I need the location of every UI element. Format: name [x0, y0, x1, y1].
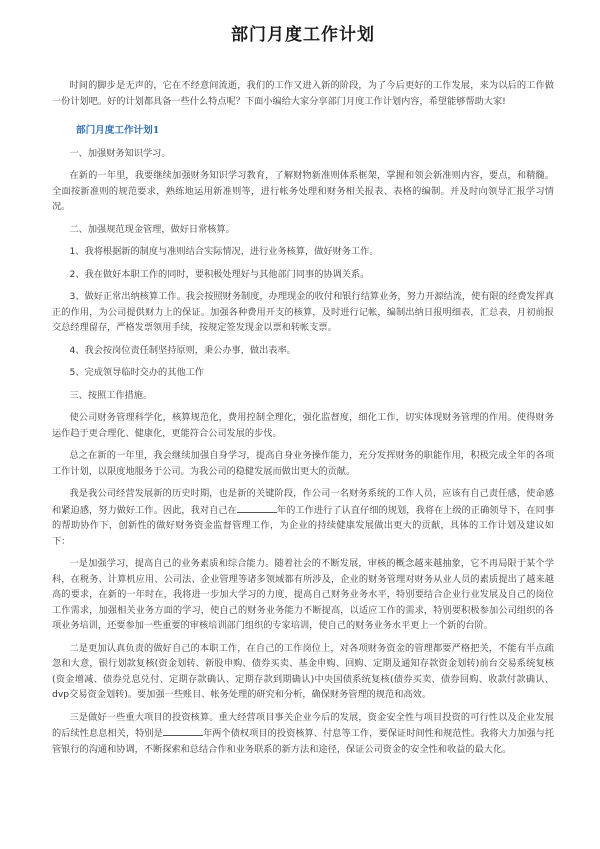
paragraph-measures: 使公司财务管理科学化，核算规范化，费用控制全理化，强化监督度，细化工作，切实体现财务管理的作用。使得财务运作趋于更合理化、健康化，更能符合公司发展的步伐。 — [52, 412, 554, 439]
year-blank-2 — [163, 725, 203, 736]
paragraph-plan-intro — [52, 486, 554, 549]
year-blank — [237, 502, 277, 513]
paragraph-point-two: 二是更加认真负责的做好自己的本职工作，在自己的工作岗位上，对各项财务资金的管理都要严格把关，不能有半点疏忽和大意，银行划款复核(资金划转、新股申购、债券买卖、基金申购、回购、定期及通知存款资金划转)前台交易系统复核(资金增减、债券兑息兑付、定期存款确认、定期存款到期确认)中央国债系统复核(债券买卖、债券回购、收款付款确认、dvp交易资金划转)。要加强一些账目、帐务处理的研究和分析，确保财务管理的规范和高效。 — [52, 642, 554, 700]
paragraph-finance-study: 在新的一年里，我要继续加强财务知识学习教育，了解财物新准则体系框架，掌握和领会新准则内容，要点，和精髓。全面按新准则的规范要求，熟练地运用新准则等，进行帐务处理和财务相关报表、表格的编制。并及时向领导汇报学习情况。 — [52, 170, 554, 212]
point-three-text-b: 年两个债权项目的投资核算、付息等工作，要保证时间性和规范性。我将大力加强与托管银行的沟通和协调，不断探索和总结合作和业务联系的新方法和途径，保证公司资金的安全性和收益的最大化。 — [52, 728, 555, 755]
list-item-3: 3、做好正常出纳核算工作。我会按照财务制度，办理现金的收付和银行结算业务，努力开源结流，使有限的经费发挥真正的作用，为公司提供财力上的保证。加强各种费用开支的核算，及时进行记帐，编制出纳日报明细表，汇总表，月初前报交总经理留存，严格发票领用手续，按规定签发现金以票和转帐支票。 — [52, 291, 554, 333]
document-title: 部门月度工作计划 — [231, 25, 375, 45]
plan-intro-text-a: 我是我公司经营发展新的历史时期，也是新的关键阶段，作公司一名财务系统的工作人员，应该有自己责任感，使命感和紧迫感，努力做好工作。因此，我对自己在 — [52, 488, 554, 516]
list-item-1: 1、我将根据新的制度与准则结合实际情况，进行业务核算，做好财务工作。 — [69, 246, 379, 257]
paragraph-summary: 总之在新的一年里，我会继续加强自身学习，提高自身业务操作能力，充分发挥财务的职能作用，积极完成全年的各项工作计划，以限度地服务于公司。为我公司的稳健发展而做出更大的贡献。 — [52, 450, 554, 477]
intro-paragraph: 时间的脚步是无声的，它在不经意间流逝，我们的工作又进入新的阶段，为了今后更好的工作发展，来为以后的工作做一份计划吧。好的计划都具备一些什么特点呢？下面小编给大家分享部门月度工作计划内容，希望能够帮助大家! — [52, 80, 554, 107]
section-title: 部门月度工作计划1 — [76, 125, 160, 136]
list-item-2: 2、我在做好本职工作的同时，要积极处理好与其他部门同事的协调关系。 — [69, 268, 370, 280]
heading-2: 二、加强规范现金管理，做好日常核算。 — [69, 223, 235, 235]
paragraph-point-one: 一是加强学习，提高自己的业务素质和综合能力。随着社会的不断发展，审核的概念越来越抽象，它不再局限于某个学科，在税务、计算机应用、公司法、企业管理等诸多领域都有所涉及，企业的财务管理对财务从业人员的素质提出了越来越高的要求，在新的一年时在，我将进一步加大学习的力度，提高自己财务业务水平，特别要结合企业行业发展及自己的岗位工作需求，加强相关业务方面的学习，使自己的财务业务能力不断提高，以适应工作的需求，特别要积极参加公司组织的各项业务培训，还要参加一些重要的审核培训部门组织的专家培训，使自己的财务业务水平更上一个新的台阶。 — [52, 558, 554, 631]
point-three-text-a: 三是做好一些重大项目的投资核算。重大经营项目事关企业今后的发展，资金安全性与项目投资的可行性以及企业发展的后续性息息相关，特别是 — [52, 711, 554, 739]
paragraph-point-three — [52, 710, 554, 758]
list-item-5: 5、完成领导临时交办的其他工作 — [69, 367, 204, 378]
heading-1: 一、加强财务知识学习。 — [69, 147, 171, 159]
list-item-4: 4、我会按岗位责任制坚持原则，秉公办事，做出表率。 — [69, 344, 296, 356]
heading-3: 三、按照工作措施。 — [69, 389, 153, 401]
plan-intro-text-b: 年的工作进行了认直仔细的规划，我将在上级的正确领导下，在同事的帮助协作下，创新性的做好财务资金监督管理工作，为企业的持续健康发展做出更大的贡献，具体的工作计划及建议如下： — [52, 504, 555, 547]
